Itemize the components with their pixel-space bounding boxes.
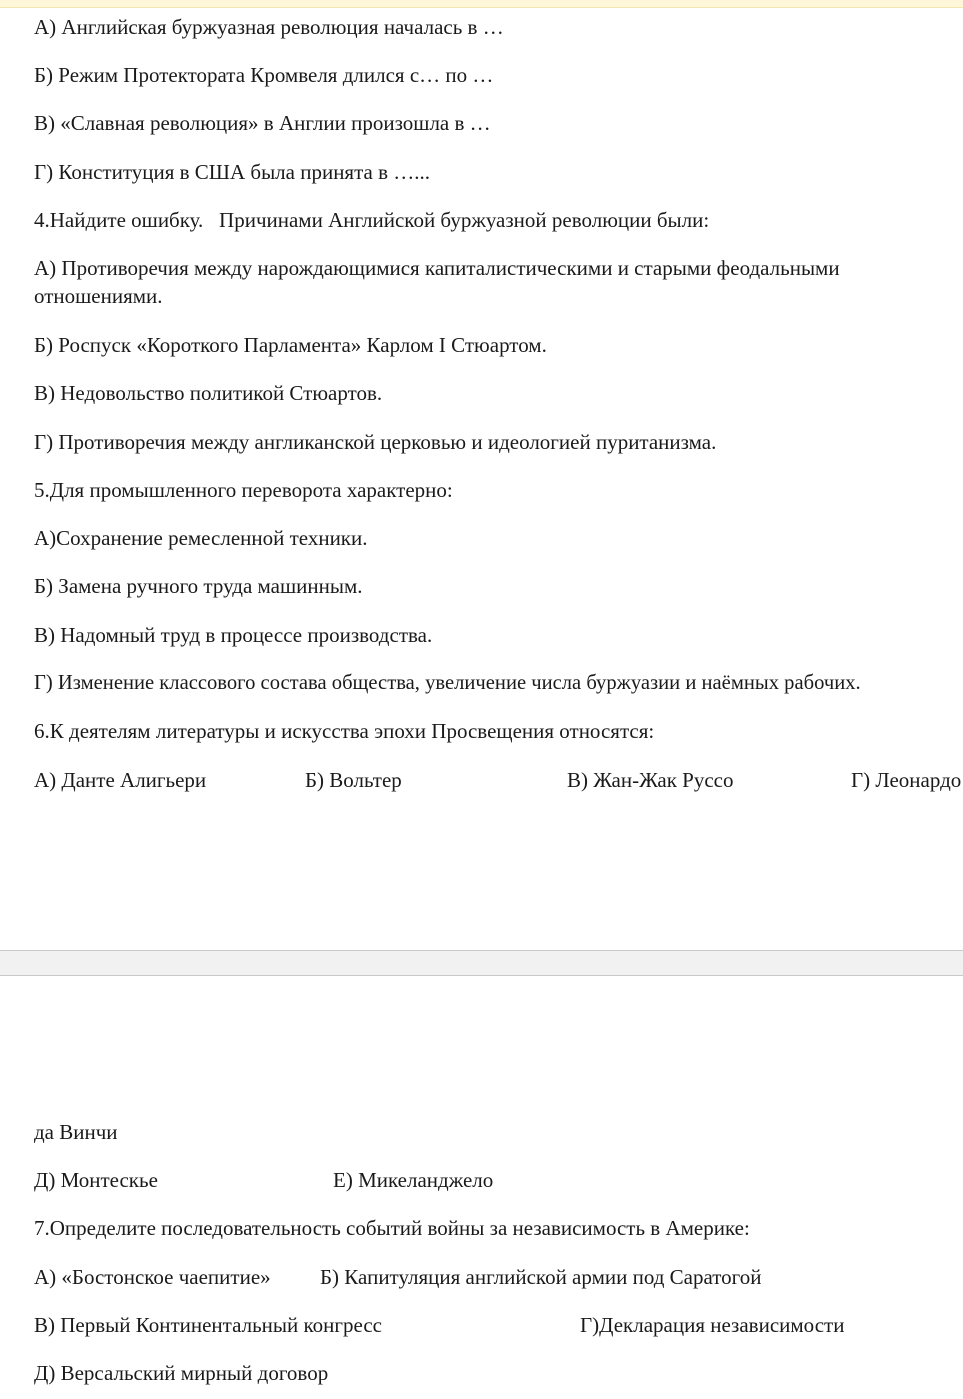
q4-option-v: В) Недовольство политикой Стюартов. [34,381,383,405]
top-banner [0,0,963,8]
q5-option-a: А)Сохранение ремесленной техники. [34,526,368,550]
q5-option-g: Г) Изменение классового состава общества, увеличение числа буржуазии и наёмных рабочих. [34,672,861,694]
q4-title: 4.Найдите ошибку. Причинами Английской буржуазной революции были: [34,208,710,232]
q3-option-b: Б) Режим Протектората Кромвеля длился с… по … [34,63,494,87]
q4-option-a: А) Противоречия между нарождающимися капиталистическими и старыми феодальными отношениями. [34,256,840,308]
q6-option-v: В) Жан-Жак Руссо [567,768,734,792]
q6-option-e: Е) Микеланджело [333,1168,494,1192]
q4-option-g: Г) Противоречия между англиканской церковью и идеологией пуританизма. [34,430,717,454]
q3-option-g: Г) Конституция в США была принята в …... [34,160,431,184]
q6-option-g: Г) Леонардо [851,768,962,792]
q6-option-d: Д) Монтескье [34,1168,158,1192]
q4-option-b: Б) Роспуск «Короткого Парламента» Карлом I Стюартом. [34,333,547,357]
q6-option-g-continued: да Винчи [34,1120,118,1144]
page-break [0,950,963,976]
q5-title: 5.Для промышленного переворота характерно: [34,478,453,502]
q3-option-a: А) Английская буржуазная революция началась в … [34,15,504,39]
q6-option-a: А) Данте Алигьери [34,768,207,792]
q5-option-b: Б) Замена ручного труда машинным. [34,574,363,598]
q7-option-v: В) Первый Континентальный конгресс [34,1313,382,1337]
q6-title: 6.К деятелям литературы и искусства эпохи Просвещения относятся: [34,719,655,743]
q7-title: 7.Определите последовательность событий войны за независимость в Америке: [34,1216,750,1240]
q7-option-a: А) «Бостонское чаепитие» [34,1265,271,1289]
q6-option-b: Б) Вольтер [305,768,402,792]
q7-option-g: Г)Декларация независимости [580,1313,845,1337]
q7-option-d: Д) Версальский мирный договор [34,1361,329,1385]
q3-option-v: В) «Славная революция» в Англии произошла в … [34,111,491,135]
q7-option-b: Б) Капитуляция английской армии под Саратогой [320,1265,762,1289]
q5-option-v: В) Надомный труд в процессе производства. [34,623,433,647]
